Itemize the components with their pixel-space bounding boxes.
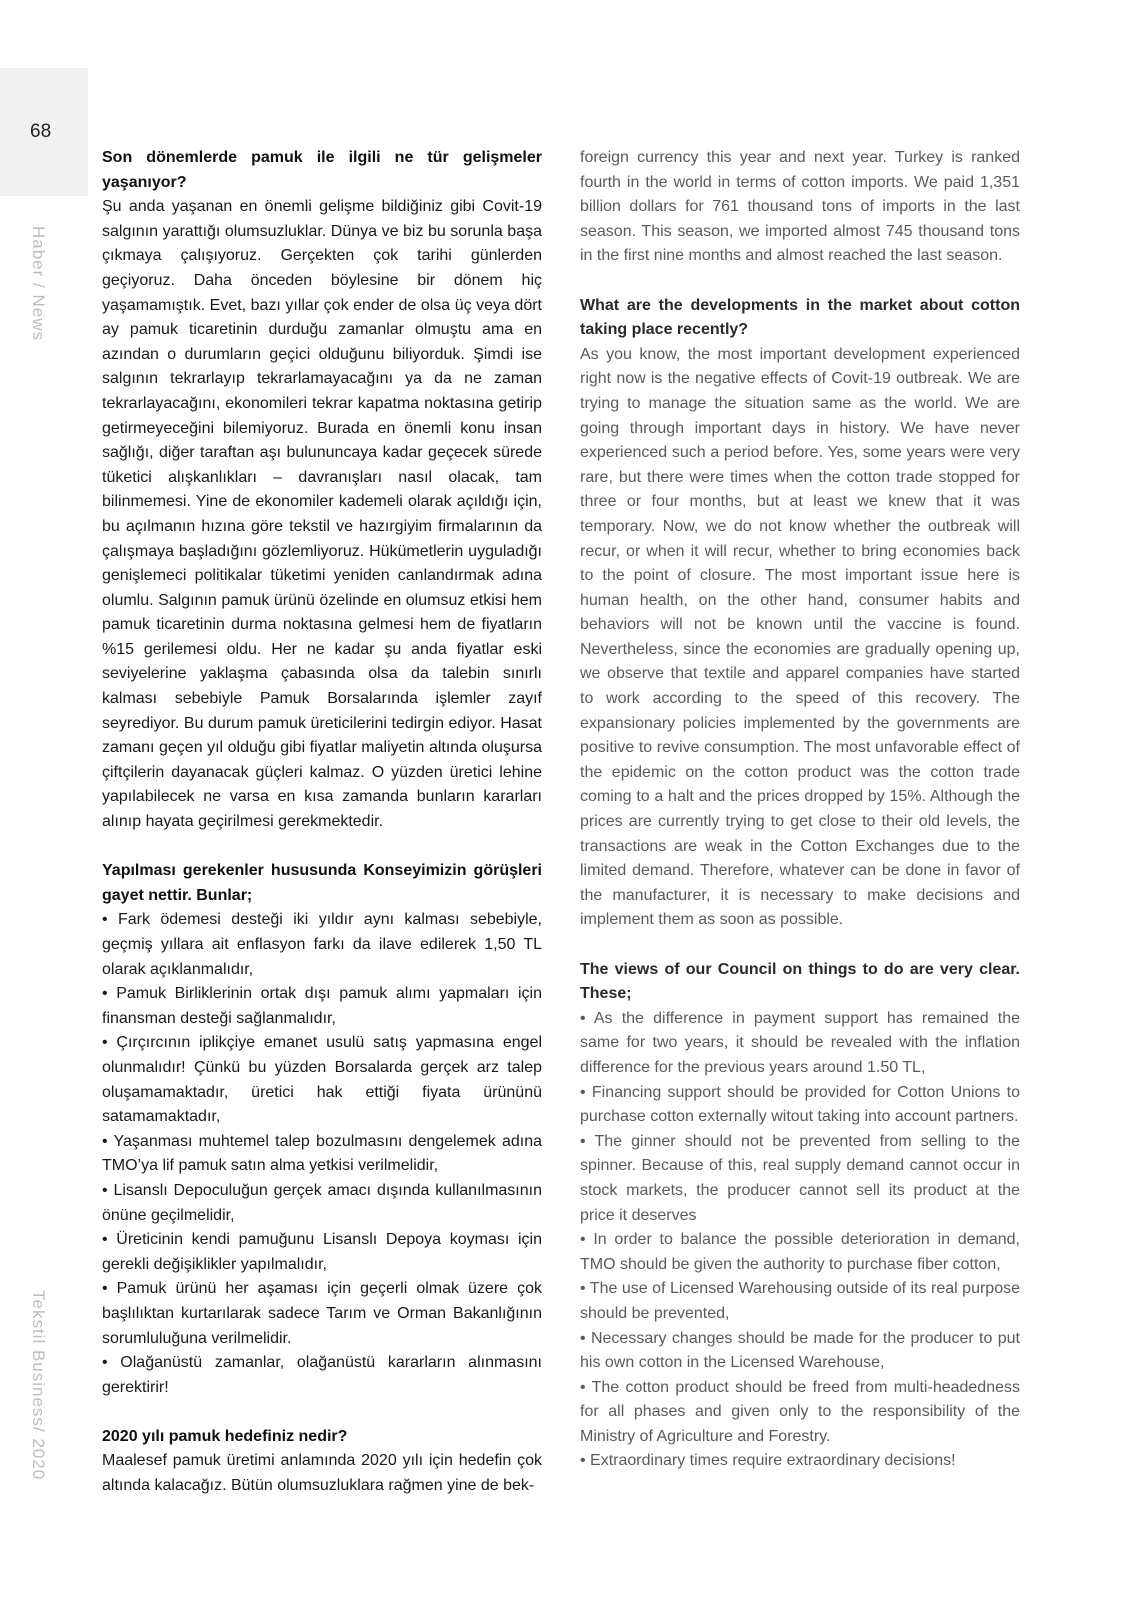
bullet-item: • Financing support should be provided for Cotton Unions to purchase cotton externally witout taking into account partners. (580, 1083, 1020, 1126)
section-label: Haber / News (29, 226, 48, 341)
answer-paragraph: Şu anda yaşanan en önemli gelişme bildiğiniz gibi Covit-19 salgının yarattığı olumsuzluklar. Dünya ve biz bu sorunla başa çıkmaya çalışıyoruz. Gerçekten çok tarihi günlerden geçiyoruz. Daha önceden böylesine bir dönem hiç yaşamamıştık. Evet, bazı yıllar çok ender de olsa üç veya dört ay pamuk ticaretinin durduğu zamanlar olmuştu ama en azından o durumların geçici olduğunu biliyorduk. Şimdi ise salgının tekrarlayıp tekrarlamayacağını ya da ne zaman tekrarlayacağını, ekonomileri tekrar kapatma noktasına getirip getirmeyeceğini bilemiyoruz. Burada en önemli konu insan sağlığı, diğer taraftan aşı bulununcaya kadar geçecek sürede tüketici alışkanlıkları – davranışları nasıl olacak, tam bilinmemesi. Yine de ekonomiler kademeli olarak açıldığı için, bu açılmanın hızına göre tekstil ve hazırgiyim firmalarının da çalışmaya başladığını gözlemliyoruz. Hükümetlerin uyguladığı genişlemeci politikalar tüketimi yeniden canlandırmak adına olumlu. Salgının pamuk ürünü özelinde en olumsuz etkisi hem pamuk ticaretinin durma noktasına gelmesi hem de fiyatların %15 gerilemesi oldu. Her ne kadar şu anda fiyatlar eski seviyelerine yaklaşma çabasında olsa da talebin sınırlı kalması sebebiyle Pamuk Borsalarında işlemler zayıf seyrediyor. Bu durum pamuk üreticilerini tedirgin ediyor. Hasat zamanı geçen yıl olduğu gibi fiyatlar maliyetin altında oluşursa çiftçilerin dayanacak güçleri kalmaz. O yüzden üretici lehine yapılabilecek ne varsa en kısa zamanda bunların kararları alınıp hayata geçirilmesi gerekmektedir. (102, 198, 542, 831)
council-views-heading: Yapılması gerekenler hususunda Konseyimizin görüşleri gayet nettir. Bunlar; (102, 862, 542, 904)
page-number: 68 (30, 121, 52, 142)
magazine-label: Tekstil Business/ 2020 (29, 1290, 48, 1481)
left-column (102, 146, 542, 1499)
bullet-item: • Extraordinary times require extraordinary decisions! (580, 1452, 956, 1470)
bullet-item: • In order to balance the possible deterioration in demand, TMO should be given the authority to purchase fiber cotton, (580, 1231, 1020, 1273)
bullet-item: • Yaşanması muhtemel talep bozulmasını dengelemek adına TMO’ya lif pamuk satın alma yetkisi verilmelidir, (102, 1132, 542, 1175)
bullet-item: • Olağanüstü zamanlar, olağanüstü kararların alınmasını gerektirir! (102, 1354, 542, 1396)
bullet-item: • The use of Licensed Warehousing outside of its real purpose should be prevented, (580, 1280, 1020, 1322)
bullet-item: • Üreticinin kendi pamuğunu Lisanslı Depoya koyması için gerekli değişiklikler yapılmalıdır, (102, 1231, 542, 1273)
bullet-item: • Pamuk Birliklerinin ortak dışı pamuk alımı yapmaları için finansman desteği sağlanmalıdır, (102, 985, 542, 1027)
bullet-item: • Pamuk ürünü her aşaması için geçerli olmak üzere çok başlılıktan kurtarılarak sadece Tarım ve Orman Bakanlığının sorumluluğuna verilmelidir. (102, 1280, 542, 1347)
answer-paragraph: As you know, the most important development experienced right now is the negative effects of Covit-19 outbreak. We are trying to manage the situation same as the world. We are going through important days in history. We have never experienced such a period before. Yes, some years were very rare, but there were times when the cotton trade stopped for three or four months, but at least we knew that it was temporary. Now, we do not know whether the outbreak will recur, or when it will recur, whether to bring economies back to the point of closure. The most important issue here is human health, on the other hand, consumer habits and behaviors will not be known until the vaccine is found. Nevertheless, since the economies are gradually opening up, we observe that textile and apparel companies have started to work according to the speed of this recovery. The expansionary policies implemented by the governments are positive to revive consumption. The most unfavorable effect of the epidemic on the cotton product was the cotton trade coming to a halt and the prices dropped by 15%. Although the prices are currently trying to get close to their old levels, the transactions are weak in the Cotton Exchanges due to the limited demand. Therefore, whatever can be done in favor of the manufacturer, it is necessary to make decisions and implement them as soon as possible. (580, 345, 1020, 929)
bullet-item: • Necessary changes should be made for the producer to put his own cotton in the Licensed Warehouse, (580, 1329, 1020, 1372)
question-heading: What are the developments in the market about cotton taking place recently? (580, 296, 1020, 339)
bullet-item: • Lisanslı Depoculuğun gerçek amacı dışında kullanılmasının önüne geçilmelidir, (102, 1181, 542, 1224)
intro-paragraph: foreign currency this year and next year. Turkey is ranked fourth in the world in terms of cotton imports. We paid 1,351 billion dollars for 761 thousand tons of imports in the last season. This season, we imported almost 745 thousand tons in the first nine months and almost reached the last season. (580, 149, 1020, 265)
bullet-item: • The ginner should not be prevented from selling to the spinner. Because of this, real supply demand cannot occur in stock markets, the producer cannot sell its product at the price it deserves (580, 1132, 1020, 1224)
question-heading: Son dönemlerde pamuk ile ilgili ne tür gelişmeler yaşanıyor? (102, 149, 542, 191)
target-heading: 2020 yılı pamuk hedefiniz nedir? (102, 1427, 348, 1445)
bullet-item: • The cotton product should be freed from multi-headedness for all phases and given only to the responsibility of the Ministry of Agriculture and Forestry. (580, 1378, 1020, 1445)
bullet-item: • Fark ödemesi desteği iki yıldır aynı kalması sebebiyle, geçmiş yıllara ait enflasyon farkı da ilave edilerek 1,50 TL olarak açıklanmalıdır, (102, 911, 542, 978)
bullet-item: • Çırçırcının iplikçiye emanet usulü satış yapmasına engel olunmalıdır! Çünkü bu yüzden Borsalarda gerçek arz talep oluşamamaktadır, üretici hak ettiği fiyata ürününü satamamaktadır, (102, 1034, 542, 1126)
right-column (580, 146, 1020, 1474)
council-views-heading: The views of our Council on things to do are very clear. These; (580, 960, 1020, 1003)
bullet-item: • As the difference in payment support has remained the same for two years, it should be revealed with the inflation difference for the previous years around 1.50 TL, (580, 1009, 1020, 1076)
answer-paragraph: Maalesef pamuk üretimi anlamında 2020 yılı için hedefin çok altında kalacağız. Bütün olumsuzluklara rağmen yine de bek- (102, 1452, 542, 1495)
